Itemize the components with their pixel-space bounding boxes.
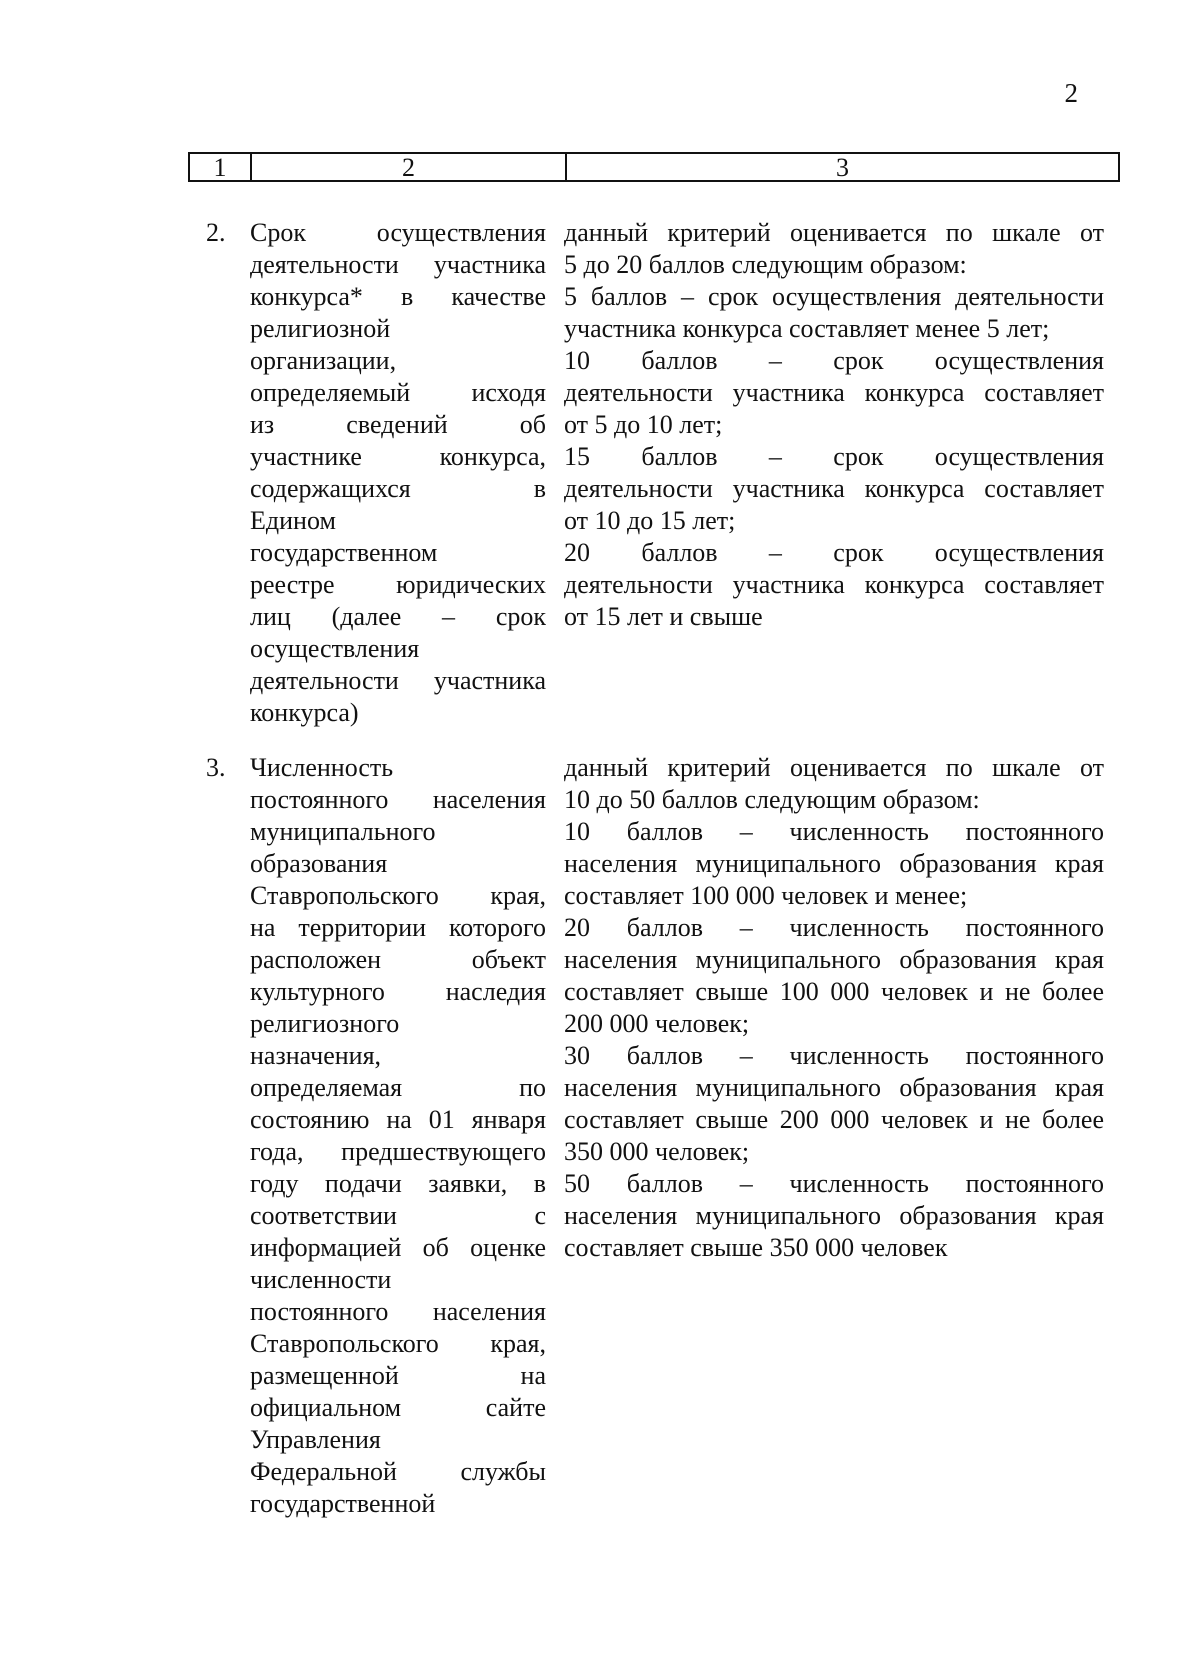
text-line: участнике конкурса,: [250, 442, 546, 471]
text-line: на территории которого: [250, 913, 546, 942]
text-line: 350 000 человек;: [564, 1137, 750, 1166]
table-header-row: [188, 152, 1120, 182]
text-line: культурного наследия: [250, 977, 546, 1006]
text-line: государственной: [250, 1489, 436, 1518]
text-line: информацией об оценке: [250, 1233, 546, 1262]
text-line: постоянного населения: [250, 1297, 546, 1326]
text-line: населения муниципального образования края: [564, 1073, 1104, 1102]
text-line: конкурса* в качестве: [250, 282, 546, 311]
text-line: деятельности участника конкурса составляет: [564, 570, 1104, 599]
text-line: 20 баллов – численность постоянного: [564, 913, 1104, 942]
text-line: соответствии с: [250, 1201, 546, 1230]
text-line: реестре юридических: [250, 570, 546, 599]
text-line: 10 до 50 баллов следующим образом:: [564, 785, 980, 814]
text-line: 20 баллов – срок осуществления: [564, 538, 1104, 567]
text-line: религиозного: [250, 1009, 400, 1038]
text-line: составляет 100 000 человек и менее;: [564, 881, 968, 910]
text-line: расположен объект: [250, 945, 546, 974]
text-line: состоянию на 01 января: [250, 1105, 546, 1134]
text-line: Численность: [250, 753, 394, 782]
text-line: определяемый исходя: [250, 378, 546, 407]
text-line: организации,: [250, 346, 397, 375]
criterion-cell: [250, 217, 546, 729]
text-line: составляет свыше 100 000 человек и не более: [564, 977, 1104, 1006]
text-line: составляет свыше 350 000 человек: [564, 1233, 948, 1262]
text-line: 10 баллов – численность постоянного: [564, 817, 1104, 846]
text-line: от 5 до 10 лет;: [564, 410, 723, 439]
text-line: 5 баллов – срок осуществления деятельности: [564, 282, 1104, 311]
text-line: данный критерий оценивается по шкале от: [564, 753, 1104, 782]
text-line: лиц (далее – срок: [250, 602, 546, 631]
text-line: назначения,: [250, 1041, 382, 1070]
header-col-3: 3: [836, 153, 849, 182]
text-line: 200 000 человек;: [564, 1009, 750, 1038]
text-line: участника конкурса составляет менее 5 лет;: [564, 314, 1050, 343]
text-line: Едином: [250, 506, 336, 535]
text-line: деятельности участника конкурса составляет: [564, 474, 1104, 503]
text-line: данный критерий оценивается по шкале от: [564, 218, 1104, 247]
text-line: 10 баллов – срок осуществления: [564, 346, 1104, 375]
text-line: от 15 лет и свыше: [564, 602, 763, 631]
row-number: 3.: [206, 753, 226, 782]
text-line: деятельности участника: [250, 666, 546, 695]
text-line: населения муниципального образования края: [564, 945, 1104, 974]
criterion-cell: [250, 752, 546, 1520]
text-line: осуществления: [250, 634, 420, 663]
header-col-2: 2: [252, 154, 567, 180]
text-line: Федеральной службы: [250, 1457, 546, 1486]
text-line: Срок осуществления: [250, 218, 546, 247]
text-line: постоянного населения: [250, 785, 546, 814]
text-line: составляет свыше 200 000 человек и не более: [564, 1105, 1104, 1134]
text-line: деятельности участника: [250, 250, 546, 279]
text-line: 15 баллов – срок осуществления: [564, 442, 1104, 471]
header-col-1: 1: [190, 154, 252, 180]
table-row: [188, 752, 1120, 1520]
text-line: от 10 до 15 лет;: [564, 506, 736, 535]
text-line: государственном: [250, 538, 438, 567]
text-line: 5 до 20 баллов следующим образом:: [564, 250, 967, 279]
text-line: года, предшествующего: [250, 1137, 546, 1166]
text-line: религиозной: [250, 314, 391, 343]
text-line: населения муниципального образования края: [564, 1201, 1104, 1230]
text-line: деятельности участника конкурса составляет: [564, 378, 1104, 407]
text-line: содержащихся в: [250, 474, 546, 503]
page-number: 2: [1064, 78, 1078, 108]
text-line: году подачи заявки, в: [250, 1169, 546, 1198]
description-cell: [564, 217, 1104, 729]
text-line: Управления: [250, 1425, 381, 1454]
description-cell: [564, 752, 1104, 1520]
text-line: Ставропольского края,: [250, 1329, 546, 1358]
text-line: из сведений об: [250, 410, 546, 439]
text-line: 50 баллов – численность постоянного: [564, 1169, 1104, 1198]
text-line: определяемая по: [250, 1073, 546, 1102]
text-line: муниципального: [250, 817, 436, 846]
table-row: [188, 217, 1120, 729]
text-line: размещенной на: [250, 1361, 546, 1390]
row-number: 2.: [206, 218, 226, 247]
text-line: населения муниципального образования края: [564, 849, 1104, 878]
text-line: конкурса): [250, 698, 359, 727]
text-line: Ставропольского края,: [250, 881, 546, 910]
text-line: официальном сайте: [250, 1393, 546, 1422]
text-line: образования: [250, 849, 388, 878]
text-line: 30 баллов – численность постоянного: [564, 1041, 1104, 1070]
text-line: численности: [250, 1265, 392, 1294]
